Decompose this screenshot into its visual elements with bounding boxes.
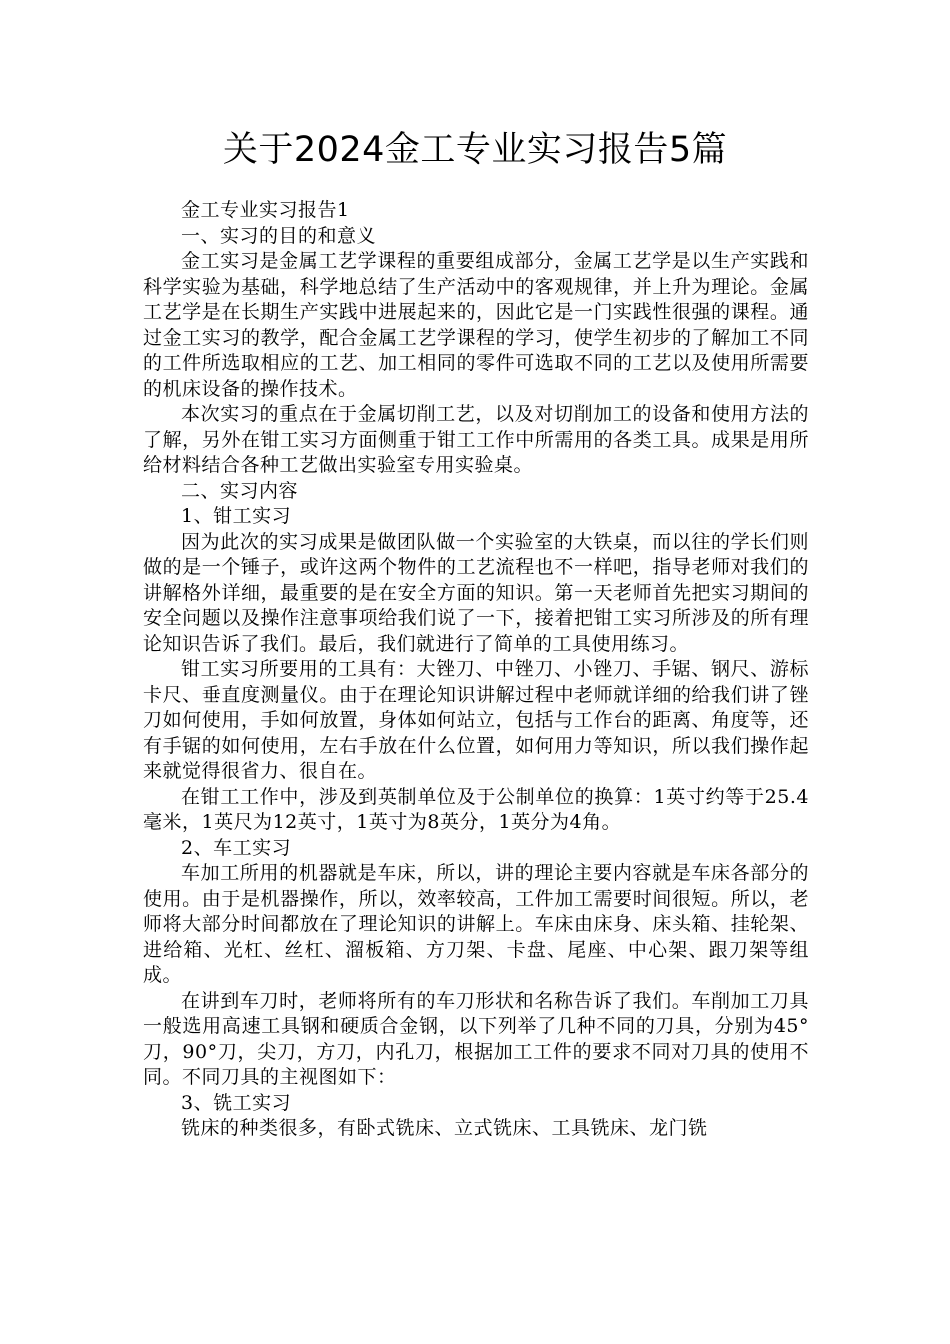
document-body — [143, 198, 809, 1142]
paragraph-fitter-tools: 钳工实习所要用的工具有：大锉刀、中锉刀、小锉刀、手锯、钢尺、游标卡尺、垂直度测量仪。由于在理论知识讲解过程中老师就详细的给我们讲了锉刀如何使用，手如何放置，身体如何站立，包括与工作台的距离、角度等，还有手锯的如何使用，左右手放在什么位置，如何用力等知识，所以我们操作起来就觉得很省力、很自在。 — [143, 658, 809, 782]
section-heading-purpose: 一、实习的目的和意义 — [181, 224, 377, 247]
report-heading: 金工专业实习报告1 — [181, 199, 350, 221]
paragraph-lathe: 车加工所用的机器就是车床，所以，讲的理论主要内容就是车床各部分的使用。由于是机器操作，所以，效率较高，工件加工需要时间很短。所以，老师将大部分时间都放在了理论知识的讲解上。车床由床身、床头箱、挂轮架、进给箱、光杠、丝杠、溜板箱、方刀架、卡盘、尾座、中心架、跟刀架等组成。 — [143, 862, 809, 986]
subheading-fitter: 1、钳工实习 — [181, 505, 292, 527]
paragraph-focus: 本次实习的重点在于金属切削工艺，以及对切削加工的设备和使用方法的了解，另外在钳工实习方面侧重于钳工工作中所需用的各类工具。成果是用所给材料结合各种工艺做出实验室专用实验桌。 — [143, 403, 809, 476]
paragraph-units: 在钳工工作中，涉及到英制单位及于公制单位的换算：1英寸约等于25.4毫米，1英尺为12英寸，1英寸为8英分，1英分为4角。 — [143, 785, 809, 833]
subheading-lathe: 2、车工实习 — [181, 836, 292, 859]
subheading-milling: 3、铣工实习 — [181, 1091, 292, 1114]
section-heading-content: 二、实习内容 — [181, 479, 299, 502]
paragraph-fitter-intro: 因为此次的实习成果是做团队做一个实验室的大铁桌，而以往的学长们则做的是一个锤子，或许这两个物件的工艺流程也不一样吧，指导老师对我们的讲解格外详细，最重要的是在安全方面的知识。第一天老师首先把实习期间的安全问题以及操作注意事项给我们说了一下，接着把钳工实习所涉及的所有理论知识告诉了我们。最后，我们就进行了简单的工具使用练习。 — [143, 530, 809, 655]
paragraph-purpose: 金工实习是金属工艺学课程的重要组成部分，金属工艺学是以生产实践和科学实验为基础，科学地总结了生产活动中的客观规律，并上升为理论。金属工艺学是在长期生产实践中进展起来的，因此它是一门实践性很强的课程。通过金工实习的教学，配合金属工艺学课程的学习，使学生初步的了解加工不同的工件所选取相应的工艺、加工相同的零件可选取不同的工艺以及使用所需要的机床设备的操作技术。 — [143, 250, 809, 400]
paragraph-milling: 铣床的种类很多，有卧式铣床、立式铣床、工具铣床、龙门铣 — [181, 1117, 708, 1139]
document-title: 关于2024金工专业实习报告5篇 — [222, 130, 728, 170]
paragraph-lathe-tools: 在讲到车刀时，老师将所有的车刀形状和名称告诉了我们。车削加工刀具一般选用高速工具钢和硬质合金钢，以下列举了几种不同的刀具，分别为45°刀，90°刀，尖刀，方刀，内孔刀，根据加工工件的要求不同对刀具的使用不同。不同刀具的主视图如下： — [143, 989, 809, 1088]
